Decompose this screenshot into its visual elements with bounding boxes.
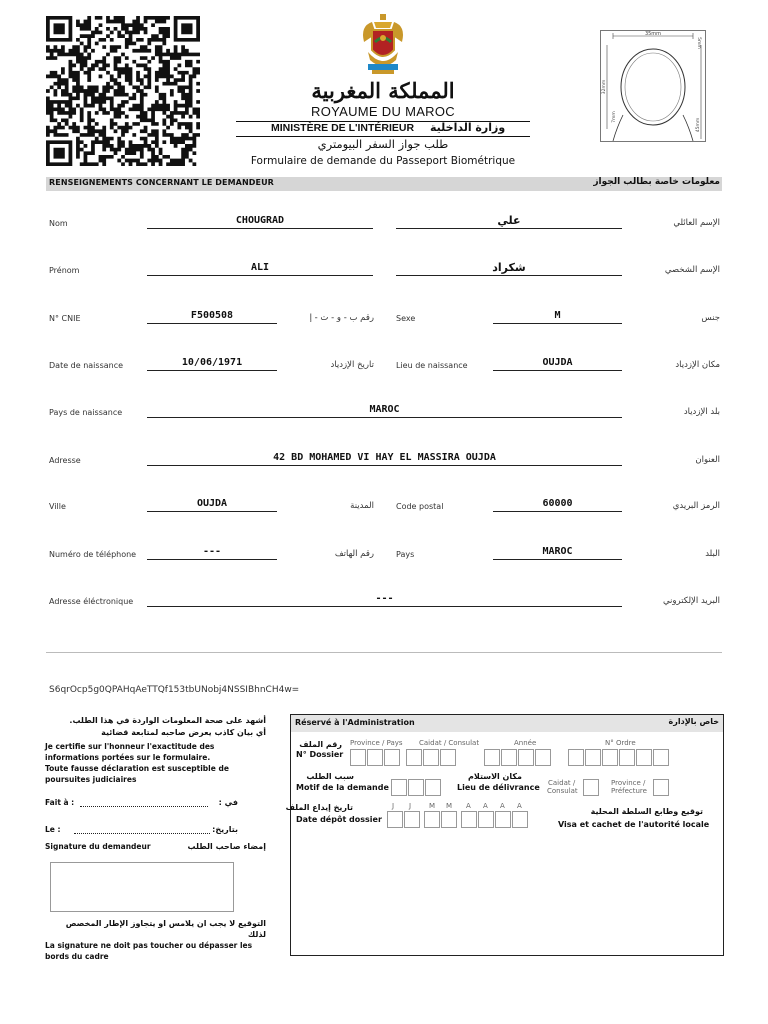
- dossier-cell-9[interactable]: [518, 749, 534, 766]
- pays-naissance-field[interactable]: MAROC: [147, 404, 622, 418]
- prenom-label-ar: الإسم الشخصي: [664, 265, 720, 275]
- depot-date-letter: A: [517, 802, 522, 810]
- depot-date-letter: J: [409, 802, 412, 810]
- email-label-ar: البريد الإلكتروني: [662, 596, 720, 606]
- form-title-fr: Formulaire de demande du Passeport Biométrique: [250, 155, 516, 167]
- pays-field[interactable]: MAROC: [493, 546, 622, 560]
- email-field[interactable]: ---: [147, 593, 622, 607]
- verification-hash: S6qrOcp5g0QPAHqAeTTQf153tbUNobj4NSSIBhnCH4w=: [49, 685, 300, 695]
- depot-date-cell-1[interactable]: [387, 811, 403, 828]
- visa-label-ar: توقيع وطابع السلطة المحلية: [590, 807, 703, 816]
- depot-date-letter: A: [500, 802, 505, 810]
- cnie-label-fr: N° CNIE: [49, 314, 81, 323]
- telephone-label-ar: رقم الهاتف: [334, 549, 374, 559]
- signature-warning-ar-2: لذلك: [247, 930, 266, 939]
- fait-label-ar: في :: [218, 798, 238, 807]
- dossier-cell-11[interactable]: [568, 749, 584, 766]
- motif-cell-3[interactable]: [425, 779, 441, 796]
- date-naissance-label-ar: تاريخ الإزدياد: [330, 360, 374, 370]
- dossier-cell-14[interactable]: [619, 749, 635, 766]
- depot-date-cell-4[interactable]: [441, 811, 457, 828]
- nom-field-ar[interactable]: علي: [396, 215, 622, 229]
- lieu-naissance-label-ar: مكان الإزدياد: [675, 360, 720, 370]
- certify-text-fr-4: poursuites judiciaires: [45, 775, 137, 784]
- admin-title-ar: خاص بالإدارة: [668, 717, 719, 726]
- sexe-label-ar: جنس: [701, 313, 720, 323]
- le-label-ar: بتاريخ:: [212, 825, 238, 834]
- photo-width-label: 35mm: [644, 31, 662, 37]
- pays-naissance-label-ar: بلد الإزدياد: [683, 407, 720, 417]
- telephone-field[interactable]: ---: [147, 546, 277, 560]
- dossier-cell-15[interactable]: [636, 749, 652, 766]
- ministry-fr: MINISTÈRE DE L'INTÉRIEUR: [271, 122, 415, 134]
- motif-label-ar: سبب الطلب: [306, 772, 354, 781]
- signature-warning-ar-1: التوقيع لا يجب ان يلامس او يتجاوز الإطار المخصص: [65, 919, 266, 928]
- dossier-cell-12[interactable]: [585, 749, 601, 766]
- certify-text-fr-2: informations portées sur le formulaire.: [45, 753, 211, 762]
- qr-modules: [46, 16, 200, 166]
- photo-frame: [600, 30, 706, 142]
- annee-label: Année: [514, 739, 537, 747]
- date-naissance-label-fr: Date de naissance: [49, 361, 124, 370]
- le-label-fr: Le :: [45, 825, 61, 834]
- nom-label-fr: Nom: [49, 219, 68, 228]
- fait-input-line[interactable]: [80, 806, 208, 807]
- email-label-fr: Adresse éléctronique: [49, 597, 134, 606]
- coat-of-arms-emblem: [350, 12, 416, 78]
- dossier-cell-5[interactable]: [423, 749, 439, 766]
- sexe-field[interactable]: M: [493, 310, 622, 324]
- motif-cell-1[interactable]: [391, 779, 407, 796]
- admin-title-fr: Réservé à l'Administration: [295, 718, 415, 727]
- dossier-label-fr: N° Dossier: [296, 750, 344, 759]
- code-postal-label-fr: Code postal: [396, 502, 444, 511]
- sexe-label-fr: Sexe: [396, 314, 416, 323]
- cnie-field[interactable]: F500508: [147, 310, 277, 324]
- kingdom-title-ar: المملكة المغربية: [311, 78, 455, 103]
- form-title-ar: طلب جواز السفر البيومتري: [317, 137, 449, 151]
- le-input-line[interactable]: [74, 833, 210, 834]
- adresse-field[interactable]: 42 BD MOHAMED VI HAY EL MASSIRA OUJDA: [147, 452, 622, 466]
- prenom-label-fr: Prénom: [49, 266, 80, 275]
- certify-text-ar-2: أي بيان كاذب يعرض صاحبه لمتابعة قضائية: [101, 728, 266, 737]
- photo-height-label: 45mm: [696, 117, 701, 133]
- signature-box[interactable]: [50, 862, 234, 912]
- fait-label-fr: Fait à :: [45, 798, 75, 807]
- dossier-cell-16[interactable]: [653, 749, 669, 766]
- depot-label-ar: تاريخ إيداع الملف: [285, 803, 353, 812]
- prenom-field-fr[interactable]: ALI: [147, 262, 373, 276]
- pays-label-ar: البلد: [705, 549, 720, 559]
- depot-date-cell-3[interactable]: [424, 811, 440, 828]
- qr-code: [46, 16, 200, 166]
- photo-bottom-label: 7mm: [612, 111, 617, 123]
- adresse-label-fr: Adresse: [49, 456, 81, 465]
- pays-naissance-label-fr: Pays de naissance: [49, 408, 123, 417]
- depot-date-cell-2[interactable]: [404, 811, 420, 828]
- caidat-label-1: Caidat /: [548, 779, 576, 787]
- ministry-ar: وزارة الداخلية: [430, 121, 506, 134]
- dossier-cell-8[interactable]: [501, 749, 517, 766]
- visa-label-fr: Visa et cachet de l'autorité locale: [558, 820, 710, 829]
- ville-label-fr: Ville: [49, 502, 66, 511]
- lieu-naissance-label-fr: Lieu de naissance: [396, 361, 468, 370]
- section-label-fr: RENSEIGNEMENTS CONCERNANT LE DEMANDEUR: [49, 178, 274, 187]
- depot-date-cell-6[interactable]: [478, 811, 494, 828]
- depot-date-cell-5[interactable]: [461, 811, 477, 828]
- dossier-cell-1[interactable]: [350, 749, 366, 766]
- prenom-field-ar[interactable]: شكراد: [396, 262, 622, 276]
- pays-label-fr: Pays: [396, 550, 415, 559]
- province-cell[interactable]: [653, 779, 669, 796]
- dossier-cell-7[interactable]: [484, 749, 500, 766]
- signature-warning-fr-2: bords du cadre: [45, 952, 109, 961]
- depot-date-letter: M: [446, 802, 453, 810]
- certify-text-ar-1: أشهد على صحة المعلومات الواردة في هذا الطلب.: [69, 716, 266, 725]
- applicant-section-header: [46, 177, 722, 191]
- photo-guide-diagram: [601, 31, 705, 141]
- ordre-label: N° Ordre: [605, 739, 636, 747]
- caidat-cell[interactable]: [583, 779, 599, 796]
- depot-date-cell-7[interactable]: [495, 811, 511, 828]
- depot-date-letter: A: [466, 802, 471, 810]
- province-label-1: Province /: [611, 779, 646, 787]
- cnie-label-ar: رقم ب - و - ت - إ: [309, 313, 374, 323]
- telephone-label-fr: Numéro de téléphone: [49, 550, 137, 559]
- section-divider: [46, 652, 722, 653]
- province-label-2: Préfecture: [611, 787, 647, 795]
- dossier-cell-13[interactable]: [602, 749, 618, 766]
- depot-date-letter: A: [483, 802, 488, 810]
- signature-label-ar: إمضاء صاحب الطلب: [187, 842, 266, 851]
- photo-face-label: 32mm: [602, 79, 607, 95]
- lieu-naissance-field[interactable]: OUJDA: [493, 357, 622, 371]
- dossier-cell-3[interactable]: [384, 749, 400, 766]
- motif-cell-2[interactable]: [408, 779, 424, 796]
- certify-text-fr-3: Toute fausse déclaration est susceptible de: [45, 764, 229, 773]
- caidat-consulat-label: Caidat / Consulat: [419, 739, 480, 747]
- dossier-cell-4[interactable]: [406, 749, 422, 766]
- dossier-cell-6[interactable]: [440, 749, 456, 766]
- nom-field-fr[interactable]: CHOUGRAD: [147, 215, 373, 229]
- depot-label-fr: Date dépôt dossier: [296, 815, 382, 824]
- adresse-label-ar: العنوان: [695, 455, 720, 465]
- date-naissance-field[interactable]: 10/06/1971: [147, 357, 277, 371]
- admin-header-bar: [291, 715, 723, 732]
- ville-label-ar: المدينة: [350, 501, 374, 511]
- depot-date-cell-8[interactable]: [512, 811, 528, 828]
- depot-date-letter: J: [392, 802, 395, 810]
- dossier-cell-10[interactable]: [535, 749, 551, 766]
- code-postal-label-ar: الرمز البريدي: [672, 501, 720, 511]
- motif-label-fr: Motif de la demande: [296, 783, 389, 792]
- signature-label-fr: Signature du demandeur: [45, 842, 151, 851]
- ville-field[interactable]: OUJDA: [147, 498, 277, 512]
- dossier-label-ar: رقم الملف: [299, 740, 342, 749]
- depot-date-letter: M: [429, 802, 436, 810]
- code-postal-field[interactable]: 60000: [493, 498, 622, 512]
- province-pays-label: Province / Pays: [350, 739, 403, 747]
- caidat-label-2: Consulat: [547, 787, 578, 795]
- nom-label-ar: الإسم العائلي: [673, 218, 720, 228]
- kingdom-title-fr: ROYAUME DU MAROC: [311, 104, 455, 119]
- dossier-cell-2[interactable]: [367, 749, 383, 766]
- certify-text-fr-1: Je certifie sur l'honneur l'exactitude des: [45, 742, 215, 751]
- photo-margin-label: 5mm: [696, 37, 701, 49]
- lieu-delivrance-label-ar: مكان الاستلام: [468, 772, 522, 781]
- signature-warning-fr-1: La signature ne doit pas toucher ou dépasser les: [45, 941, 253, 950]
- lieu-delivrance-label-fr: Lieu de délivrance: [457, 783, 540, 792]
- section-label-ar: معلومات خاصة بطالب الجواز: [593, 177, 720, 187]
